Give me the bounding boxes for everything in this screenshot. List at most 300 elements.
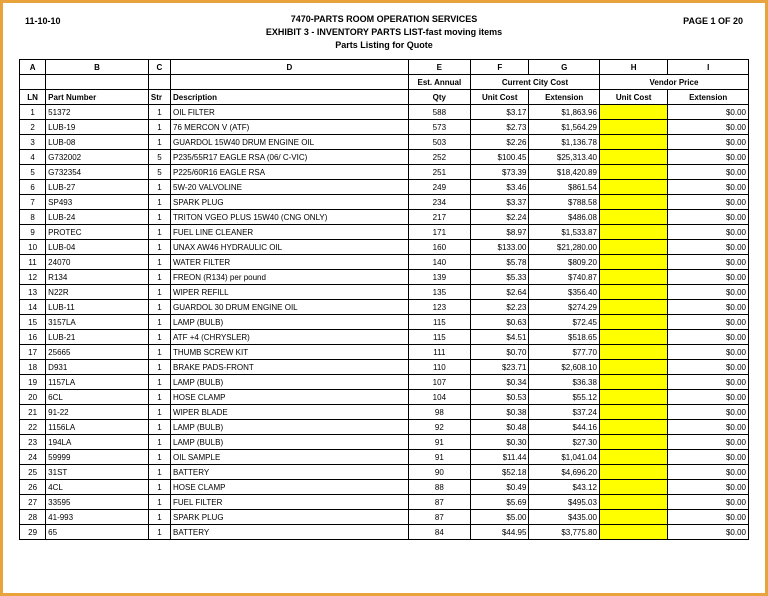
cell-str: 1 [148, 375, 170, 390]
cell-description: UNAX AW46 HYDRAULIC OIL [171, 240, 409, 255]
cell-qty: 160 [408, 240, 470, 255]
cell-str: 1 [148, 120, 170, 135]
cell-ln: 12 [20, 270, 46, 285]
cell-vendor-unit-cost[interactable] [599, 240, 667, 255]
cell-extension: $2,608.10 [529, 360, 599, 375]
cell-str: 1 [148, 495, 170, 510]
group-header-blank-d [171, 75, 409, 90]
cell-description: P235/55R17 EAGLE RSA (06/ C-VIC) [171, 150, 409, 165]
cell-part-number: LUB-27 [46, 180, 149, 195]
cell-qty: 503 [408, 135, 470, 150]
cell-extension: $43.12 [529, 480, 599, 495]
cell-part-number: 31ST [46, 465, 149, 480]
cell-vendor-unit-cost[interactable] [599, 300, 667, 315]
table-row [20, 480, 749, 495]
cell-description: HOSE CLAMP [171, 480, 409, 495]
cell-qty: 234 [408, 195, 470, 210]
cell-ln: 8 [20, 210, 46, 225]
table-row [20, 315, 749, 330]
header-extension: Extension [529, 90, 599, 105]
cell-qty: 84 [408, 525, 470, 540]
column-letter-row [20, 60, 749, 75]
cell-extension: $37.24 [529, 405, 599, 420]
cell-qty: 252 [408, 150, 470, 165]
cell-extension: $1,533.87 [529, 225, 599, 240]
cell-vendor-extension: $0.00 [668, 480, 749, 495]
cell-part-number: LUB-08 [46, 135, 149, 150]
cell-unit-cost: $0.38 [471, 405, 529, 420]
cell-str: 1 [148, 105, 170, 120]
cell-extension: $356.40 [529, 285, 599, 300]
cell-part-number: 194LA [46, 435, 149, 450]
cell-part-number: LUB-24 [46, 210, 149, 225]
cell-vendor-extension: $0.00 [668, 105, 749, 120]
cell-vendor-extension: $0.00 [668, 390, 749, 405]
page-indicator: PAGE 1 OF 20 [683, 16, 743, 26]
cell-str: 1 [148, 240, 170, 255]
cell-part-number: R134 [46, 270, 149, 285]
group-header-est-annual: Est. Annual [408, 75, 470, 90]
cell-part-number: 41-993 [46, 510, 149, 525]
header-part-number: Part Number [46, 90, 149, 105]
cell-description: 76 MERCON V (ATF) [171, 120, 409, 135]
cell-part-number: G732002 [46, 150, 149, 165]
cell-vendor-extension: $0.00 [668, 435, 749, 450]
cell-description: WATER FILTER [171, 255, 409, 270]
table-row [20, 135, 749, 150]
cell-vendor-extension: $0.00 [668, 420, 749, 435]
cell-extension: $495.03 [529, 495, 599, 510]
cell-vendor-unit-cost[interactable] [599, 435, 667, 450]
cell-vendor-unit-cost[interactable] [599, 225, 667, 240]
cell-vendor-unit-cost[interactable] [599, 510, 667, 525]
cell-extension: $21,280.00 [529, 240, 599, 255]
cell-str: 1 [148, 195, 170, 210]
cell-qty: 115 [408, 330, 470, 345]
cell-vendor-unit-cost[interactable] [599, 330, 667, 345]
cell-part-number: PROTEC [46, 225, 149, 240]
cell-str: 5 [148, 165, 170, 180]
cell-extension: $3,775.80 [529, 525, 599, 540]
report-title-block [19, 13, 749, 52]
cell-description: BRAKE PADS-FRONT [171, 360, 409, 375]
column-letter-c: C [148, 60, 170, 75]
column-letter-a: A [20, 60, 46, 75]
cell-part-number: 33595 [46, 495, 149, 510]
cell-vendor-extension: $0.00 [668, 360, 749, 375]
cell-ln: 4 [20, 150, 46, 165]
cell-part-number: 91-22 [46, 405, 149, 420]
cell-part-number: 6CL [46, 390, 149, 405]
cell-ln: 7 [20, 195, 46, 210]
cell-vendor-unit-cost[interactable] [599, 285, 667, 300]
cell-extension: $1,041.04 [529, 450, 599, 465]
table-row [20, 210, 749, 225]
cell-qty: 140 [408, 255, 470, 270]
cell-unit-cost: $0.53 [471, 390, 529, 405]
cell-vendor-extension: $0.00 [668, 495, 749, 510]
cell-ln: 10 [20, 240, 46, 255]
cell-str: 1 [148, 180, 170, 195]
cell-str: 1 [148, 210, 170, 225]
cell-unit-cost: $52.18 [471, 465, 529, 480]
cell-ln: 5 [20, 165, 46, 180]
cell-ln: 21 [20, 405, 46, 420]
cell-extension: $809.20 [529, 255, 599, 270]
group-header-vendor-price: Vendor Price [599, 75, 748, 90]
table-row [20, 255, 749, 270]
cell-description: OIL FILTER [171, 105, 409, 120]
table-row [20, 495, 749, 510]
cell-unit-cost: $3.46 [471, 180, 529, 195]
cell-vendor-unit-cost[interactable] [599, 420, 667, 435]
cell-vendor-unit-cost[interactable] [599, 135, 667, 150]
cell-description: LAMP (BULB) [171, 420, 409, 435]
cell-unit-cost: $73.39 [471, 165, 529, 180]
cell-vendor-unit-cost[interactable] [599, 465, 667, 480]
cell-unit-cost: $2.23 [471, 300, 529, 315]
cell-part-number: LUB-11 [46, 300, 149, 315]
cell-unit-cost: $8.97 [471, 225, 529, 240]
table-row [20, 195, 749, 210]
header-vendor-extension: Extension [668, 90, 749, 105]
cell-ln: 15 [20, 315, 46, 330]
table-row [20, 240, 749, 255]
table-row [20, 300, 749, 315]
cell-vendor-unit-cost[interactable] [599, 360, 667, 375]
column-letter-i: I [668, 60, 749, 75]
cell-ln: 17 [20, 345, 46, 360]
cell-vendor-extension: $0.00 [668, 195, 749, 210]
cell-str: 1 [148, 255, 170, 270]
cell-vendor-extension: $0.00 [668, 285, 749, 300]
cell-vendor-unit-cost[interactable] [599, 375, 667, 390]
cell-description: LAMP (BULB) [171, 315, 409, 330]
cell-description: FUEL FILTER [171, 495, 409, 510]
column-letter-e: E [408, 60, 470, 75]
cell-unit-cost: $11.44 [471, 450, 529, 465]
cell-extension: $1,863.96 [529, 105, 599, 120]
cell-unit-cost: $2.64 [471, 285, 529, 300]
table-row [20, 435, 749, 450]
cell-unit-cost: $133.00 [471, 240, 529, 255]
cell-part-number: G732354 [46, 165, 149, 180]
cell-ln: 28 [20, 510, 46, 525]
table-row [20, 285, 749, 300]
cell-unit-cost: $5.00 [471, 510, 529, 525]
cell-extension: $518.65 [529, 330, 599, 345]
table-row [20, 150, 749, 165]
cell-str: 1 [148, 315, 170, 330]
cell-str: 1 [148, 135, 170, 150]
cell-qty: 91 [408, 450, 470, 465]
cell-qty: 90 [408, 465, 470, 480]
cell-ln: 27 [20, 495, 46, 510]
group-header-blank-a [20, 75, 46, 90]
cell-qty: 88 [408, 480, 470, 495]
cell-vendor-extension: $0.00 [668, 300, 749, 315]
report-date: 11-10-10 [25, 16, 61, 26]
cell-ln: 3 [20, 135, 46, 150]
header-unit-cost: Unit Cost [471, 90, 529, 105]
cell-ln: 22 [20, 420, 46, 435]
cell-description: GUARDOL 30 DRUM ENGINE OIL [171, 300, 409, 315]
cell-qty: 217 [408, 210, 470, 225]
table-row [20, 120, 749, 135]
cell-vendor-extension: $0.00 [668, 150, 749, 165]
table-row [20, 180, 749, 195]
cell-vendor-unit-cost[interactable] [599, 165, 667, 180]
cell-unit-cost: $5.78 [471, 255, 529, 270]
group-header-current-city-cost: Current City Cost [471, 75, 600, 90]
cell-description: TRITON VGEO PLUS 15W40 (CNG ONLY) [171, 210, 409, 225]
cell-description: WIPER REFILL [171, 285, 409, 300]
cell-part-number: N22R [46, 285, 149, 300]
report-title-line-3: Parts Listing for Quote [335, 40, 433, 50]
report-title-line-1: 7470-PARTS ROOM OPERATION SERVICES [290, 14, 478, 24]
report-title-line-2: EXHIBIT 3 - INVENTORY PARTS LIST-fast moving items [265, 27, 503, 37]
cell-unit-cost: $0.30 [471, 435, 529, 450]
table-row [20, 375, 749, 390]
cell-vendor-unit-cost[interactable] [599, 495, 667, 510]
cell-description: ATF +4 (CHRYSLER) [171, 330, 409, 345]
cell-description: HOSE CLAMP [171, 390, 409, 405]
cell-description: LAMP (BULB) [171, 375, 409, 390]
cell-qty: 87 [408, 510, 470, 525]
cell-part-number: 25665 [46, 345, 149, 360]
cell-extension: $72.45 [529, 315, 599, 330]
cell-str: 1 [148, 465, 170, 480]
cell-description: P225/60R16 EAGLE RSA [171, 165, 409, 180]
cell-extension: $486.08 [529, 210, 599, 225]
table-row [20, 525, 749, 540]
cell-qty: 115 [408, 315, 470, 330]
cell-part-number: D931 [46, 360, 149, 375]
cell-part-number: SP493 [46, 195, 149, 210]
column-letter-f: F [471, 60, 529, 75]
cell-unit-cost: $0.70 [471, 345, 529, 360]
cell-qty: 111 [408, 345, 470, 360]
cell-vendor-extension: $0.00 [668, 210, 749, 225]
cell-part-number: 65 [46, 525, 149, 540]
cell-vendor-unit-cost[interactable] [599, 405, 667, 420]
table-row [20, 510, 749, 525]
cell-description: FREON (R134) per pound [171, 270, 409, 285]
cell-vendor-unit-cost[interactable] [599, 270, 667, 285]
cell-qty: 251 [408, 165, 470, 180]
cell-unit-cost: $5.69 [471, 495, 529, 510]
cell-extension: $1,564.29 [529, 120, 599, 135]
cell-qty: 110 [408, 360, 470, 375]
cell-ln: 29 [20, 525, 46, 540]
cell-vendor-extension: $0.00 [668, 450, 749, 465]
cell-description: WIPER BLADE [171, 405, 409, 420]
table-row [20, 360, 749, 375]
cell-vendor-extension: $0.00 [668, 180, 749, 195]
cell-extension: $861.54 [529, 180, 599, 195]
cell-vendor-extension: $0.00 [668, 525, 749, 540]
field-header-row [20, 90, 749, 105]
cell-vendor-unit-cost[interactable] [599, 450, 667, 465]
table-row [20, 420, 749, 435]
table-row [20, 270, 749, 285]
cell-description: FUEL LINE CLEANER [171, 225, 409, 240]
cell-str: 1 [148, 435, 170, 450]
cell-str: 5 [148, 150, 170, 165]
cell-description: THUMB SCREW KIT [171, 345, 409, 360]
cell-ln: 2 [20, 120, 46, 135]
cell-part-number: 59999 [46, 450, 149, 465]
header-ln: LN [20, 90, 46, 105]
cell-extension: $36.38 [529, 375, 599, 390]
table-row [20, 330, 749, 345]
group-header-blank-b [46, 75, 149, 90]
cell-description: BATTERY [171, 525, 409, 540]
cell-ln: 13 [20, 285, 46, 300]
table-row [20, 450, 749, 465]
cell-vendor-extension: $0.00 [668, 120, 749, 135]
cell-unit-cost: $2.73 [471, 120, 529, 135]
cell-qty: 588 [408, 105, 470, 120]
cell-unit-cost: $4.51 [471, 330, 529, 345]
cell-part-number: LUB-04 [46, 240, 149, 255]
cell-vendor-extension: $0.00 [668, 270, 749, 285]
cell-description: 5W-20 VALVOLINE [171, 180, 409, 195]
cell-description: BATTERY [171, 465, 409, 480]
cell-extension: $77.70 [529, 345, 599, 360]
cell-unit-cost: $0.48 [471, 420, 529, 435]
cell-ln: 14 [20, 300, 46, 315]
cell-vendor-unit-cost[interactable] [599, 195, 667, 210]
cell-qty: 107 [408, 375, 470, 390]
cell-str: 1 [148, 510, 170, 525]
cell-qty: 123 [408, 300, 470, 315]
cell-qty: 104 [408, 390, 470, 405]
cell-qty: 171 [408, 225, 470, 240]
cell-vendor-extension: $0.00 [668, 165, 749, 180]
cell-vendor-extension: $0.00 [668, 330, 749, 345]
table-row [20, 225, 749, 240]
cell-str: 1 [148, 390, 170, 405]
header-qty: Qty [408, 90, 470, 105]
cell-vendor-unit-cost[interactable] [599, 390, 667, 405]
cell-vendor-extension: $0.00 [668, 255, 749, 270]
cell-vendor-extension: $0.00 [668, 135, 749, 150]
cell-part-number: 3157LA [46, 315, 149, 330]
cell-unit-cost: $0.63 [471, 315, 529, 330]
cell-qty: 573 [408, 120, 470, 135]
cell-str: 1 [148, 525, 170, 540]
cell-part-number: 51372 [46, 105, 149, 120]
cell-extension: $1,136.78 [529, 135, 599, 150]
header-vendor-unit-cost: Unit Cost [599, 90, 667, 105]
cell-ln: 11 [20, 255, 46, 270]
cell-unit-cost: $2.24 [471, 210, 529, 225]
table-body [20, 105, 749, 540]
group-header-blank-c [148, 75, 170, 90]
cell-ln: 16 [20, 330, 46, 345]
cell-vendor-unit-cost[interactable] [599, 480, 667, 495]
cell-unit-cost: $44.95 [471, 525, 529, 540]
cell-vendor-extension: $0.00 [668, 315, 749, 330]
cell-ln: 26 [20, 480, 46, 495]
cell-part-number: LUB-21 [46, 330, 149, 345]
parts-list-table [19, 59, 749, 540]
cell-part-number: 24070 [46, 255, 149, 270]
cell-extension: $4,696.20 [529, 465, 599, 480]
cell-ln: 25 [20, 465, 46, 480]
cell-qty: 249 [408, 180, 470, 195]
cell-vendor-extension: $0.00 [668, 240, 749, 255]
cell-unit-cost: $3.17 [471, 105, 529, 120]
cell-vendor-unit-cost[interactable] [599, 345, 667, 360]
cell-description: LAMP (BULB) [171, 435, 409, 450]
cell-qty: 98 [408, 405, 470, 420]
cell-ln: 19 [20, 375, 46, 390]
cell-unit-cost: $3.37 [471, 195, 529, 210]
column-letter-g: G [529, 60, 599, 75]
column-letter-h: H [599, 60, 667, 75]
document-header [19, 13, 749, 55]
cell-vendor-unit-cost[interactable] [599, 180, 667, 195]
cell-str: 1 [148, 480, 170, 495]
table-row [20, 165, 749, 180]
cell-part-number: 4CL [46, 480, 149, 495]
cell-extension: $788.58 [529, 195, 599, 210]
cell-vendor-unit-cost[interactable] [599, 210, 667, 225]
cell-vendor-unit-cost[interactable] [599, 315, 667, 330]
cell-extension: $25,313.40 [529, 150, 599, 165]
cell-part-number: LUB-19 [46, 120, 149, 135]
cell-ln: 6 [20, 180, 46, 195]
table-row [20, 105, 749, 120]
cell-vendor-unit-cost[interactable] [599, 525, 667, 540]
column-letter-b: B [46, 60, 149, 75]
table-row [20, 465, 749, 480]
cell-unit-cost: $23.71 [471, 360, 529, 375]
cell-vendor-extension: $0.00 [668, 510, 749, 525]
cell-vendor-unit-cost[interactable] [599, 255, 667, 270]
cell-extension: $44.16 [529, 420, 599, 435]
cell-str: 1 [148, 300, 170, 315]
cell-ln: 24 [20, 450, 46, 465]
cell-vendor-extension: $0.00 [668, 345, 749, 360]
cell-unit-cost: $100.45 [471, 150, 529, 165]
cell-vendor-unit-cost[interactable] [599, 120, 667, 135]
cell-vendor-unit-cost[interactable] [599, 105, 667, 120]
header-description: Description [171, 90, 409, 105]
cell-ln: 18 [20, 360, 46, 375]
cell-description: SPARK PLUG [171, 510, 409, 525]
table-row [20, 345, 749, 360]
cell-ln: 1 [20, 105, 46, 120]
cell-ln: 23 [20, 435, 46, 450]
cell-qty: 92 [408, 420, 470, 435]
cell-str: 1 [148, 225, 170, 240]
header-str: Str [148, 90, 170, 105]
cell-extension: $740.87 [529, 270, 599, 285]
cell-vendor-unit-cost[interactable] [599, 150, 667, 165]
table-row [20, 390, 749, 405]
cell-str: 1 [148, 270, 170, 285]
cell-qty: 139 [408, 270, 470, 285]
cell-str: 1 [148, 450, 170, 465]
cell-extension: $435.00 [529, 510, 599, 525]
cell-unit-cost: $0.49 [471, 480, 529, 495]
cell-vendor-extension: $0.00 [668, 225, 749, 240]
cell-qty: 91 [408, 435, 470, 450]
cell-vendor-extension: $0.00 [668, 405, 749, 420]
